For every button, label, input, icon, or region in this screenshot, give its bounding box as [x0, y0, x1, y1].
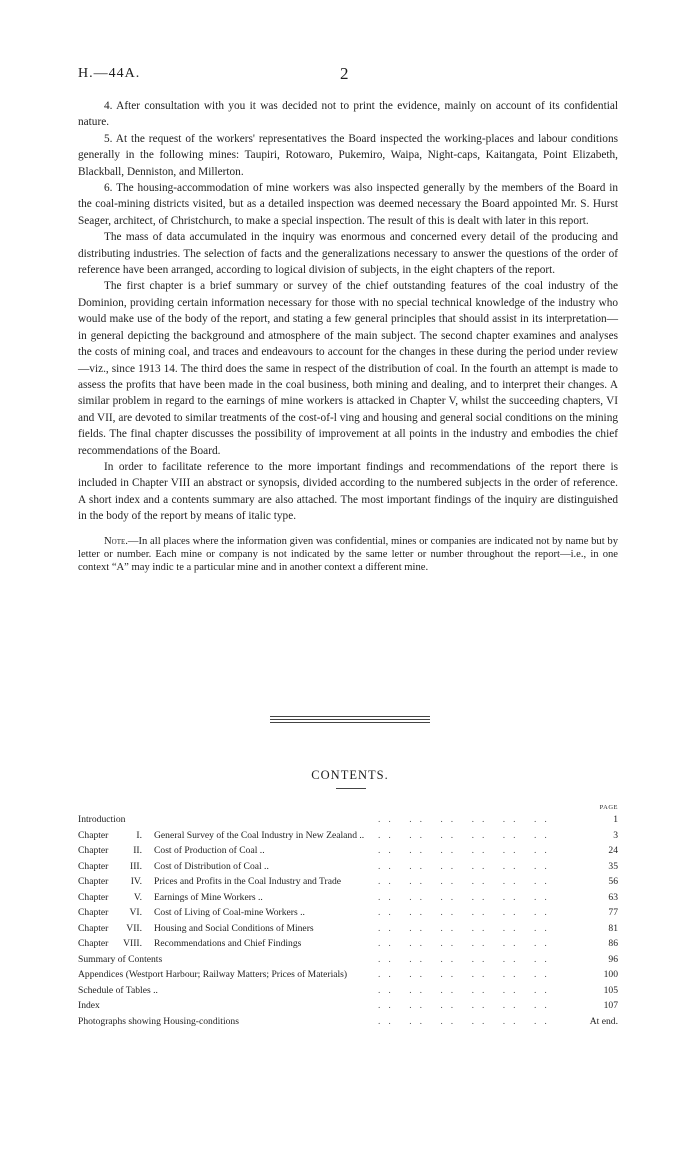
- contents-entry-title: Prices and Profits in the Coal Industry and Trade: [154, 876, 342, 887]
- section-divider: [270, 716, 430, 722]
- contents-row: [78, 967, 618, 983]
- contents-page-number: 81: [608, 922, 618, 934]
- contents-row: [78, 998, 618, 1014]
- contents-chapter-number: II.: [133, 845, 142, 856]
- contents-entry-title: Earnings of Mine Workers ..: [154, 891, 263, 903]
- contents-chapter-word: Chapter: [78, 860, 109, 872]
- document-reference: H.—44A.: [78, 66, 141, 81]
- contents-row: [78, 874, 618, 890]
- contents-chapter-number: IV.: [130, 876, 142, 887]
- report-body: [78, 98, 618, 574]
- contents-entry-title: Schedule of Tables ..: [78, 984, 158, 996]
- contents-page-number: 96: [608, 953, 618, 965]
- contents-page-number: 77: [608, 907, 618, 918]
- paragraph-4: 4. After consultation with you it was decided not to print the evidence, mainly on account of its confidential nature.: [78, 100, 618, 129]
- contents-leader-dots: .. .. .. .. .. ..: [378, 814, 555, 825]
- contents-leader-dots: .. .. .. .. .. ..: [378, 1000, 555, 1011]
- contents-chapter-number: VII.: [126, 922, 142, 934]
- contents-leader-dots: .. .. .. .. .. ..: [378, 953, 555, 965]
- contents-page-number: 105: [603, 984, 618, 996]
- contents-leader-dots: .. .. .. .. .. ..: [378, 891, 555, 903]
- contents-leader-dots: .. .. .. .. .. ..: [378, 938, 555, 949]
- contents-entry-title: Summary of Contents: [78, 953, 163, 965]
- contents-entry-title: Photographs showing Housing-conditions: [78, 1015, 239, 1027]
- page-header: [78, 66, 618, 86]
- contents-page-number: 56: [608, 876, 618, 887]
- contents-row: [78, 936, 618, 952]
- contents-row: [78, 843, 618, 859]
- contents-row: [78, 952, 618, 968]
- contents-page-number: 63: [608, 891, 618, 903]
- contents-leader-dots: .. .. .. .. .. ..: [378, 969, 555, 980]
- contents-entry-title: General Survey of the Coal Industry in New Zealand ..: [154, 829, 365, 841]
- contents-chapter-word: Chapter: [78, 876, 109, 887]
- contents-entry-title: Cost of Living of Coal-mine Workers ..: [154, 907, 305, 918]
- paragraph-5: 5. At the request of the workers' representatives the Board inspected the working-places and labour conditions generally in the following mines: Taupiri, Rotowaro, Pukemiro, Waipa, Night-caps, Kaitangata, Point Elizabeth, Blackball, Denniston, and Millerton.: [78, 132, 618, 178]
- note-text: —In all places where the information given was confidential, mines or companies are indicated not by name but by letter or number. Each mine or company is not indicated by the same letter or number throughout the report—i.e., in one context “A” may indic te a particular mine and in another context a different mine.: [78, 535, 618, 573]
- contents-leader-dots: .. .. .. .. .. ..: [378, 860, 555, 872]
- contents-page-number: 35: [608, 860, 618, 872]
- contents-row: [78, 812, 618, 828]
- page-number: 2: [340, 64, 349, 83]
- contents-chapter-word: Chapter: [78, 891, 109, 903]
- contents-chapter-number: VIII.: [123, 938, 142, 949]
- contents-title: CONTENTS.: [311, 768, 389, 782]
- contents-leader-dots: .. .. .. .. .. ..: [378, 984, 555, 996]
- contents-title-rule: [336, 788, 366, 789]
- contents-row: [78, 828, 618, 844]
- confidentiality-note: [78, 535, 618, 575]
- contents-page-number: 107: [603, 1000, 618, 1011]
- contents-leader-dots: .. .. .. .. .. ..: [378, 845, 555, 856]
- contents-entry-title: Appendices (Westport Harbour; Railway Matters; Prices of Materials): [78, 969, 348, 980]
- contents-entry-title: Index: [78, 1000, 100, 1011]
- contents-page-heading: PAGE: [599, 804, 618, 811]
- contents-row: [78, 983, 618, 999]
- paragraph-reference: In order to facilitate reference to the more important findings and recommendations of the report there is included in Chapter VIII an abstract or synopsis, divided according to the numbered subjects in the order of reference. A short index and a contents summary are also attached. The most important findings of the inquiry are distinguished in the body of the report by means of italic type.: [78, 460, 618, 523]
- contents-page-number: 1: [613, 814, 618, 825]
- contents-chapter-word: Chapter: [78, 938, 109, 949]
- contents-leader-dots: .. .. .. .. .. ..: [378, 907, 555, 918]
- contents-page-number: 24: [608, 845, 618, 856]
- contents-entry-title: Cost of Distribution of Coal ..: [154, 860, 269, 872]
- contents-entry-title: Cost of Production of Coal ..: [154, 845, 265, 856]
- contents-leader-dots: .. .. .. .. .. ..: [378, 1015, 555, 1027]
- contents-row: [78, 921, 618, 937]
- contents-chapter-word: Chapter: [78, 922, 109, 934]
- contents-leader-dots: .. .. .. .. .. ..: [378, 922, 555, 934]
- contents-table: [78, 812, 618, 1029]
- contents-chapter-word: Chapter: [78, 829, 109, 841]
- contents-page-number: 86: [608, 938, 618, 949]
- contents-page-number: 3: [613, 829, 618, 841]
- contents-chapter-number: VI.: [129, 907, 142, 918]
- paragraph-chapter-summary: The first chapter is a brief summary or survey of the chief outstanding features of the coal industry of the Dominion, providing certain information necessary for those with no special technical knowledge of the industry who would make use of the body of the report, and stating a few general principles that should assist in its interpretation— in general depicting the background and atmosphere of the main subject. The second chapter examines and analyses the costs of mining coal, and traces and endeavours to account for the changes in these during the period under review—viz., since 1913 14. The third does the same in respect of the distribution of coal. In the fourth an attempt is made to assess the profits that have been made in the coal business, both mining and dealing, and to interpret their changes. A similar problem in regard to the earnings of mine workers is attacked in Chapter V, whilst the succeeding chapters, VI and VII, are devoted to similar treatments of the cost-of-l ving and housing and general social conditions on the mining fields. The final chapter discusses the possibility of improvement at all points in the industry and embodies the chief recommendations of the Board.: [78, 280, 618, 457]
- contents-row: [78, 859, 618, 875]
- contents-page-number: At end.: [589, 1015, 618, 1027]
- paragraph-data-mass: The mass of data accumulated in the inquiry was enormous and concerned every detail of the producing and distributing industries. The selection of facts and the generalizations necessary to answer the questions of the order of reference have been arranged, according to logical division of subjects, in the eight chapters of the report.: [78, 231, 618, 277]
- contents-chapter-number: III.: [130, 860, 142, 872]
- contents-chapter-number: I.: [136, 829, 142, 841]
- contents-entry-title: Housing and Social Conditions of Miners: [154, 922, 314, 934]
- contents-row: [78, 1014, 618, 1030]
- note-label: Note.: [104, 535, 128, 547]
- contents-leader-dots: .. .. .. .. .. ..: [378, 829, 555, 841]
- contents-entry-title: Recommendations and Chief Findings: [154, 938, 302, 949]
- contents-row: [78, 905, 618, 921]
- contents-leader-dots: .. .. .. .. .. ..: [378, 876, 555, 887]
- contents-chapter-number: V.: [133, 891, 142, 903]
- contents-page-number: 100: [603, 969, 618, 980]
- contents-chapter-word: Chapter: [78, 845, 109, 856]
- contents-entry-title: Introduction: [78, 814, 126, 825]
- paragraph-6: 6. The housing-accommodation of mine workers was also inspected generally by the members of the Board in the coal-mining districts visited, but as a detailed inspection was deemed necessary the Board appointed Mr. S. Hurst Seager, architect, of Christchurch, to make a special inspection. The result of this is dealt with later in this report.: [78, 182, 618, 227]
- contents-row: [78, 890, 618, 906]
- contents-chapter-word: Chapter: [78, 907, 109, 918]
